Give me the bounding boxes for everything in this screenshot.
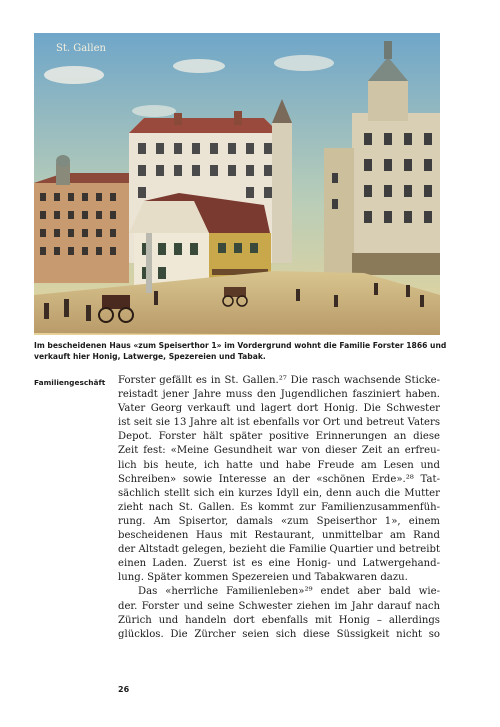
body-line: Zürich und handeln dort ebenfalls mit Honig – allerdings: [118, 614, 440, 626]
figure-caption: [34, 340, 447, 362]
body-line: einen Laden. Zuerst ist es eine Honig- und Latwergehand-: [118, 558, 440, 570]
postcard-inscription: St. Gallen: [56, 43, 106, 54]
body-line: zieht nach St. Gallen. Es kommt zur Familienzusammenfüh-: [118, 501, 440, 513]
body-line: Das «herrliche Familienleben»²⁹ endet aber bald wie-: [138, 586, 440, 598]
body-line: Forster gefällt es in St. Gallen.²⁷ Die rasch wachsende Sticke-: [118, 375, 440, 386]
body-line: Zeit fest: «Meine Gesundheit war von dieser Zeit an erfreu-: [118, 445, 440, 457]
caption-line: verkauft hier Honig, Latwerge, Spezereien und Tabak.: [34, 352, 266, 361]
st-gallen-street-scene: [34, 33, 440, 335]
body-line: glücklos. Die Zürcher seien sich diese Süssigkeit nicht so: [118, 628, 440, 640]
body-line: der Altstadt gelegen, bezieht die Familie Quartier und betreibt: [118, 544, 440, 556]
body-line: Depot. Forster hält später positive Erinnerungen an diese: [118, 431, 440, 443]
body-line: sächlich stellt sich ein kurzes Idyll ein, denn auch die Mutter: [118, 487, 440, 499]
body-line: Schreiben» sowie Interesse an der «schönen Erde».²⁸ Tat-: [118, 473, 440, 485]
body-line: bescheidenen Haus mit Restaurant, unmittelbar am Rand: [118, 530, 440, 542]
body-line: der. Forster und seine Schwester ziehen im Jahr darauf nach: [118, 600, 440, 612]
margin-note: Familiengeschäft: [34, 378, 106, 387]
page-number: 26: [118, 685, 130, 694]
caption-line: Im bescheidenen Haus «zum Speiserthor 1» im Vordergrund wohnt die Familie Forster 1866 und: [34, 341, 447, 350]
body-line: lung. Später kommen Spezereien und Tabakwaren dazu.: [118, 572, 408, 584]
body-line: Vater Georg verkauft und lagert dort Honig. Die Schwester: [118, 403, 440, 415]
body-line: reistadt jener Jahre muss den Jugendlichen fasziniert haben.: [118, 389, 440, 401]
body-line: ist seit sie 13 Jahre alt ist ebenfalls vor Ort und betreut Vaters: [118, 417, 440, 429]
postcard-photo: [34, 33, 440, 335]
body-line: lich bis heute, ich hatte und habe Freude am Lesen und: [118, 459, 440, 471]
body-text: [118, 374, 440, 642]
body-line: rung. Am Spisertor, damals «zum Speiserthor 1», einem: [118, 515, 440, 527]
